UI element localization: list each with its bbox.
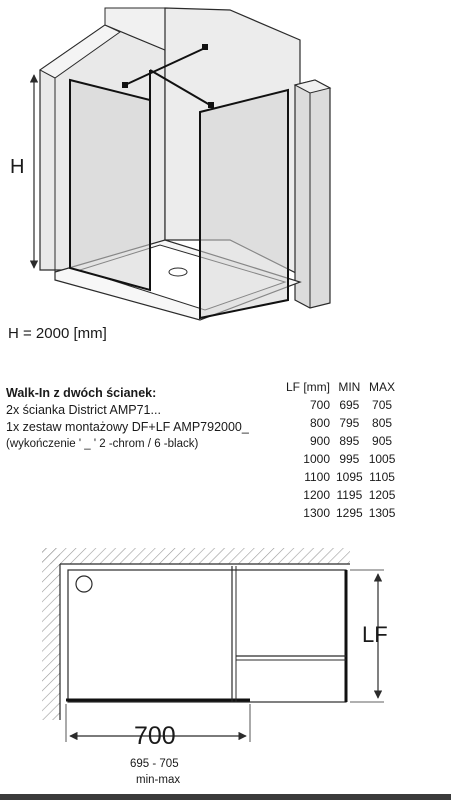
table-row bbox=[283, 414, 398, 432]
table-cell: 695 bbox=[339, 398, 360, 412]
table-cell: 1100 bbox=[304, 470, 330, 484]
width-range-caption: min-max bbox=[136, 774, 181, 786]
table-cell: 895 bbox=[339, 434, 360, 448]
table-cell: 705 bbox=[372, 398, 393, 412]
table-row bbox=[283, 450, 398, 468]
table-cell: 1300 bbox=[303, 506, 330, 520]
table-row bbox=[283, 432, 398, 450]
table-row bbox=[283, 486, 398, 504]
glass-panel-left bbox=[70, 80, 150, 290]
drain-icon bbox=[169, 268, 187, 276]
dimension-table bbox=[283, 378, 398, 522]
product-description bbox=[6, 385, 249, 453]
table-row bbox=[283, 504, 398, 522]
table-row bbox=[283, 396, 398, 414]
glass-panel-right bbox=[200, 90, 288, 318]
table-cell: 900 bbox=[309, 434, 330, 448]
table-cell: 1095 bbox=[336, 470, 363, 484]
table-cell: 905 bbox=[372, 434, 393, 448]
table-header-cell: MAX bbox=[369, 380, 396, 394]
table-cell: 800 bbox=[309, 416, 330, 430]
description-line-2: 1x zestaw montażowy DF+LF AMP792000_ bbox=[6, 420, 249, 434]
bottom-bar bbox=[0, 794, 451, 800]
table-cell: 1305 bbox=[368, 506, 396, 520]
table-cell: 1295 bbox=[336, 506, 363, 520]
table-cell: 1205 bbox=[368, 488, 396, 502]
table-cell: 1200 bbox=[303, 488, 330, 502]
table-cell: 995 bbox=[339, 452, 360, 466]
table-cell: 1005 bbox=[368, 452, 396, 466]
table-cell: 805 bbox=[372, 416, 393, 430]
lf-symbol-label: LF bbox=[362, 622, 388, 647]
table-header-cell: LF [mm] bbox=[286, 380, 330, 394]
right-wall bbox=[295, 80, 330, 308]
table-cell: 1195 bbox=[336, 488, 363, 502]
table-row bbox=[283, 468, 398, 486]
height-symbol-label: H bbox=[10, 156, 25, 178]
table-cell: 1105 bbox=[369, 470, 395, 484]
table-cell: 795 bbox=[339, 416, 360, 430]
description-line-3: (wykończenie ' _ ' 2 -chrom / 6 -black) bbox=[6, 438, 199, 450]
description-title: Walk-In z dwóch ścianek: bbox=[6, 386, 157, 400]
description-line-1: 2x ścianka District AMP71... bbox=[6, 403, 161, 417]
plan-view bbox=[42, 548, 384, 742]
height-value-label: H = 2000 [mm] bbox=[8, 325, 107, 342]
width-range-label: 695 - 705 bbox=[130, 758, 179, 770]
table-cell: 1000 bbox=[303, 452, 330, 466]
table-header-row bbox=[283, 378, 398, 396]
plan-drain-icon bbox=[76, 576, 92, 592]
table-cell: 700 bbox=[309, 398, 330, 412]
table-header-cell: MIN bbox=[338, 380, 361, 394]
width-value-label: 700 bbox=[134, 722, 176, 750]
